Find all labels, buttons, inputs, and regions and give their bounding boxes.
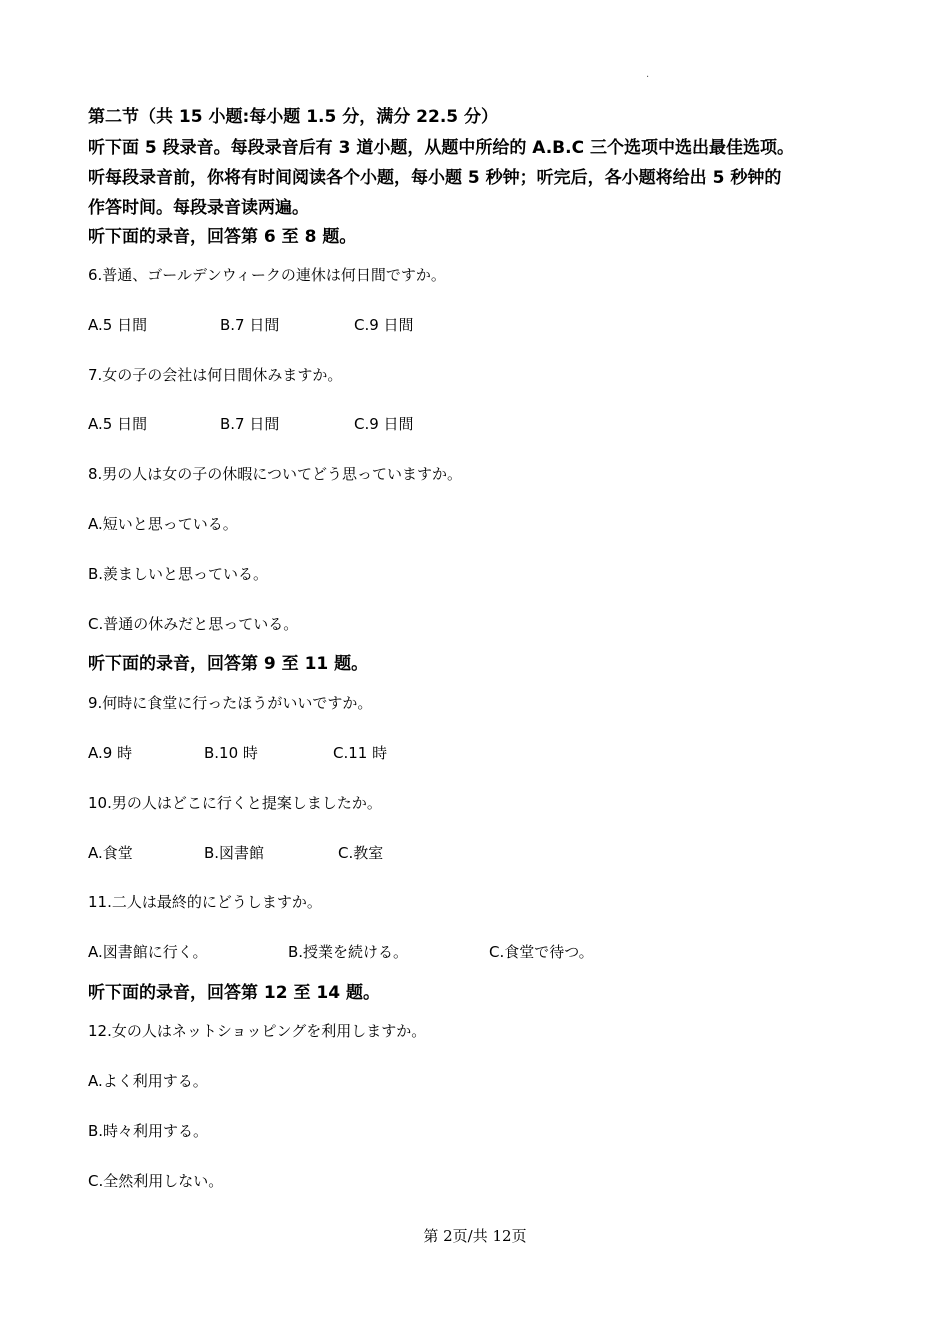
option-b: B.羨ましいと思っている。: [88, 565, 269, 583]
page-mark: ·: [646, 72, 650, 83]
option-a: A.5 日間: [88, 415, 148, 433]
option-a: A.9 時: [88, 744, 133, 762]
group-heading: 听下面的录音，回答第 12 至 14 题。: [88, 983, 380, 1003]
option-a: A.短いと思っている。: [88, 515, 238, 533]
question-8: 8.男の人は女の子の休暇についてどう思っていますか。: [88, 465, 463, 483]
option-c: C.全然利用しない。: [88, 1172, 224, 1190]
option-a: A.よく利用する。: [88, 1072, 208, 1090]
group-heading: 听下面的录音，回答第 6 至 8 题。: [88, 227, 357, 247]
section-title: 第二节（共 15 小题:每小题 1.5 分，满分 22.5 分）: [88, 107, 499, 127]
question-6: 6.普通、ゴールデンウィークの連休は何日間ですか。: [88, 266, 446, 284]
option-b: B.7 日間: [220, 415, 280, 433]
group-heading: 听下面的录音，回答第 9 至 11 题。: [88, 654, 369, 674]
option-c: C.9 日間: [354, 316, 414, 334]
option-a: A.食堂: [88, 844, 133, 862]
section-instruction-line: 听每段录音前，你将有时间阅读各个小题，每小题 5 秒钟；听完后，各小题将给出 5 秒钟的: [88, 168, 782, 188]
option-a: A.図書館に行く。: [88, 943, 208, 961]
question-12: 12.女の人はネットショッピングを利用しますか。: [88, 1022, 427, 1040]
page-footer: 第 2页/共 12页: [423, 1227, 527, 1245]
section-instruction-line: 作答时间。每段录音读两遍。: [88, 198, 309, 218]
option-c: C.11 時: [333, 744, 388, 762]
option-c: C.食堂で待つ。: [489, 943, 594, 961]
option-b: B.授業を続ける。: [288, 943, 409, 961]
option-c: C.9 日間: [354, 415, 414, 433]
section-instruction-line: 听下面 5 段录音。每段录音后有 3 道小题，从题中所给的 A.B.C 三个选项中选出最佳选项。: [88, 138, 794, 158]
option-c: C.普通の休みだと思っている。: [88, 615, 299, 633]
question-10: 10.男の人はどこに行くと提案しましたか。: [88, 794, 382, 812]
question-11: 11.二人は最終的にどうしますか。: [88, 893, 322, 911]
option-b: B.時々利用する。: [88, 1122, 209, 1140]
option-b: B.10 時: [204, 744, 258, 762]
question-7: 7.女の子の会社は何日間休みますか。: [88, 366, 343, 384]
option-b: B.図書館: [204, 844, 265, 862]
option-a: A.5 日間: [88, 316, 148, 334]
option-c: C.教室: [338, 844, 384, 862]
option-b: B.7 日間: [220, 316, 280, 334]
question-9: 9.何時に食堂に行ったほうがいいですか。: [88, 694, 373, 712]
